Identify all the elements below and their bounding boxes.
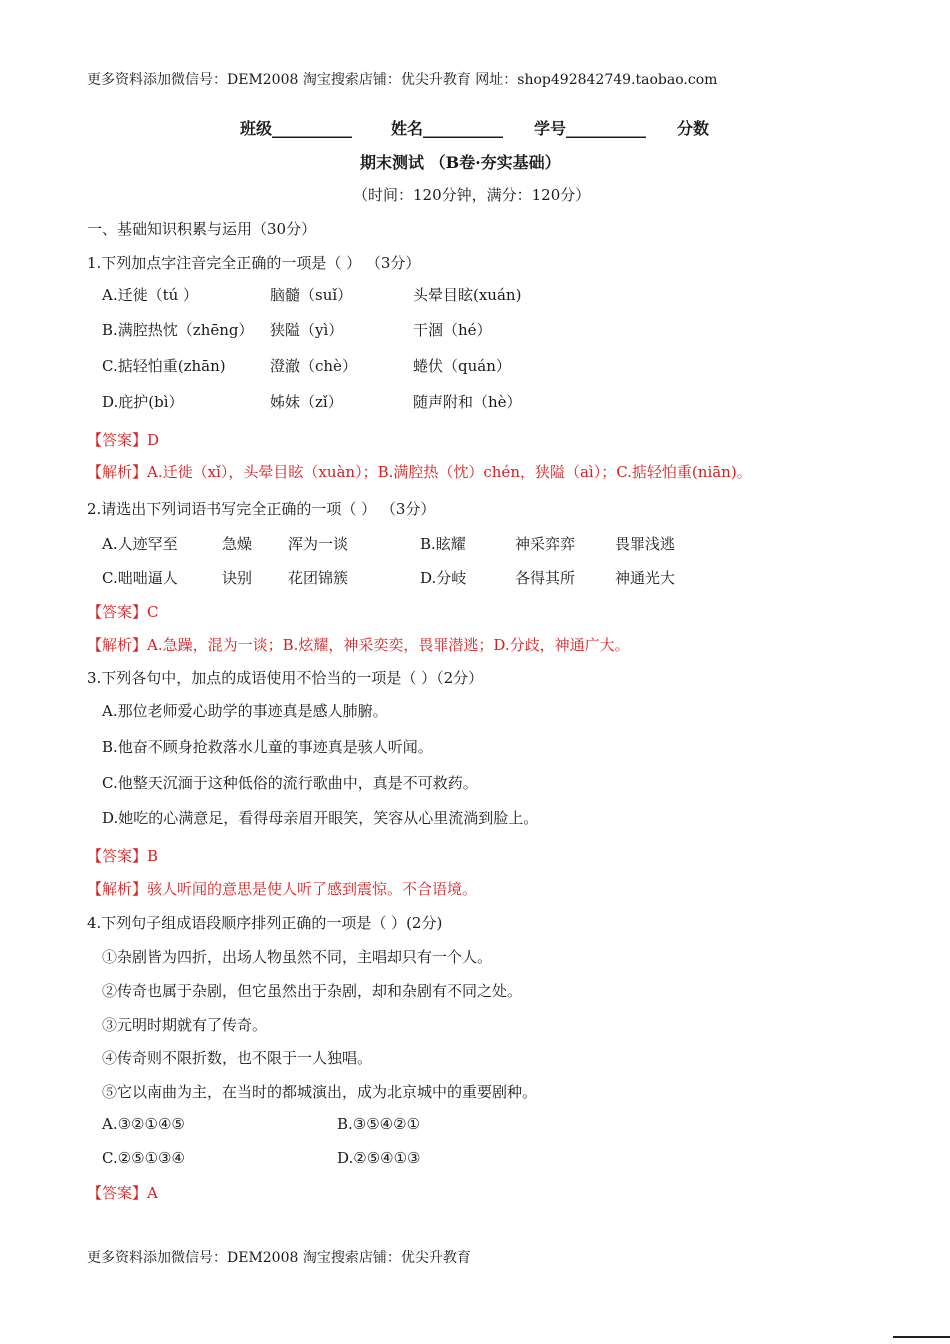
q1-b3: 干涸（hé） xyxy=(413,321,492,339)
q3-option-c: C.他整天沉湎于这种低俗的流行歌曲中，真是不可救药。 xyxy=(102,774,478,792)
footer-note: 更多资料添加微信号：DEM2008 淘宝搜索店铺：优尖升教育 xyxy=(87,1250,471,1266)
q4-stem: 4.下列句子组成语段顺序排列正确的一项是（ ）(2分) xyxy=(87,914,443,932)
exam-title: 期末测试 （B卷·夯实基础） xyxy=(360,153,561,172)
q2-c-w1: C.咄咄逼人 xyxy=(102,569,178,587)
q1-b2: 狭隘（yì） xyxy=(270,321,344,339)
q1-stem: 1.下列加点字注音完全正确的一项是（ ） （3分） xyxy=(87,254,421,272)
q3-option-d: D.她吃的心满意足，看得母亲眉开眼笑，笑容从心里流淌到脸上。 xyxy=(102,809,539,827)
q2-a-w1: A.人迹罕至 xyxy=(102,535,178,553)
q2-a-w2: 急燥 xyxy=(222,535,253,553)
q1-a2: 脑髓（suǐ） xyxy=(270,286,353,304)
q4-answer: 【答案】A xyxy=(87,1184,158,1202)
q2-b-w1: B.眩耀 xyxy=(420,535,466,553)
q4-sentence-1: ①杂剧皆为四折，出场人物虽然不同，主唱却只有一个人。 xyxy=(102,948,493,966)
q3-answer: 【答案】B xyxy=(87,847,159,865)
q2-b-w2: 神采弈弈 xyxy=(515,535,576,553)
q4-sentence-3: ③元明时期就有了传奇。 xyxy=(102,1016,268,1034)
q1-c2: 澄澈（chè） xyxy=(270,357,357,375)
q3-stem: 3.下列各句中，加点的成语使用不恰当的一项是（ ）（2分） xyxy=(87,669,484,687)
q1-c1: C.掂轻怕重(zhān) xyxy=(102,357,226,375)
q1-c3: 蜷伏（quán） xyxy=(413,357,511,375)
exam-subtitle: （时间：120分钟，满分：120分） xyxy=(353,186,591,204)
header-note: 更多资料添加微信号：DEM2008 淘宝搜索店铺：优尖升教育 网址：shop492842749.taobao.com xyxy=(87,72,718,88)
q1-analysis: 【解析】A.迁徙（xǐ），头晕目眩（xuàn）；B.满腔热（忱）chén，狭隘（aì）；C.掂轻怕重(niān)。 xyxy=(87,463,752,481)
q4-sentence-4: ④传奇则不限折数，也不限于一人独唱。 xyxy=(102,1049,373,1067)
section1-title: 一、基础知识积累与运用（30分） xyxy=(87,220,317,238)
q4-sentence-2: ②传奇也属于杂剧，但它虽然出于杂剧，却和杂剧有不同之处。 xyxy=(102,982,523,1000)
score-field: 分数 xyxy=(677,119,710,138)
footer-corner-line xyxy=(893,1336,950,1338)
q2-c-w2: 诀别 xyxy=(222,569,253,587)
name-field: 姓名__________ xyxy=(391,119,504,138)
q1-a1: A.迁徙（tú ） xyxy=(102,286,199,304)
q4-sentence-5: ⑤它以南曲为主，在当时的都城演出，成为北京城中的重要剧种。 xyxy=(102,1083,538,1101)
q3-option-a: A.那位老师爱心助学的事迹真是感人肺腑。 xyxy=(102,702,388,720)
q2-d-w3: 神通光大 xyxy=(615,569,676,587)
q1-d3: 随声附和（hè） xyxy=(413,393,522,411)
q1-d2: 姊妹（zǐ） xyxy=(270,393,343,411)
q2-c-w3: 花团锦簇 xyxy=(288,569,349,587)
q2-a-w3: 浑为一谈 xyxy=(288,535,349,553)
q2-analysis: 【解析】A.急躁，混为一谈；B.炫耀，神采奕奕，畏罪潜逃；D.分歧，神通广大。 xyxy=(87,636,630,654)
q4-option-d: D.②⑤④①③ xyxy=(337,1149,421,1167)
q3-analysis: 【解析】骇人听闻的意思是使人听了感到震惊。不合语境。 xyxy=(87,880,478,898)
class-field: 班级__________ xyxy=(240,119,353,138)
q2-stem: 2.请选出下列词语书写完全正确的一项（ ） （3分） xyxy=(87,500,436,518)
q4-option-a: A.③②①④⑤ xyxy=(102,1115,185,1133)
q1-a3: 头晕目眩(xuán) xyxy=(413,286,522,304)
q2-b-w3: 畏罪浅逃 xyxy=(615,535,676,553)
q1-d1: D.庇护(bì） xyxy=(102,393,184,411)
q3-option-b: B.他奋不顾身抢救落水儿童的事迹真是骇人听闻。 xyxy=(102,738,433,756)
q2-d-w1: D.分岐 xyxy=(420,569,467,587)
q4-option-b: B.③⑤④②① xyxy=(337,1115,421,1133)
student-id-field: 学号__________ xyxy=(534,119,647,138)
q4-option-c: C.②⑤①③④ xyxy=(102,1149,185,1167)
q2-answer: 【答案】C xyxy=(87,603,159,621)
q1-b1: B.满腔热忱（zhēng） xyxy=(102,321,254,339)
q1-answer: 【答案】D xyxy=(87,431,160,449)
q2-d-w2: 各得其所 xyxy=(515,569,576,587)
